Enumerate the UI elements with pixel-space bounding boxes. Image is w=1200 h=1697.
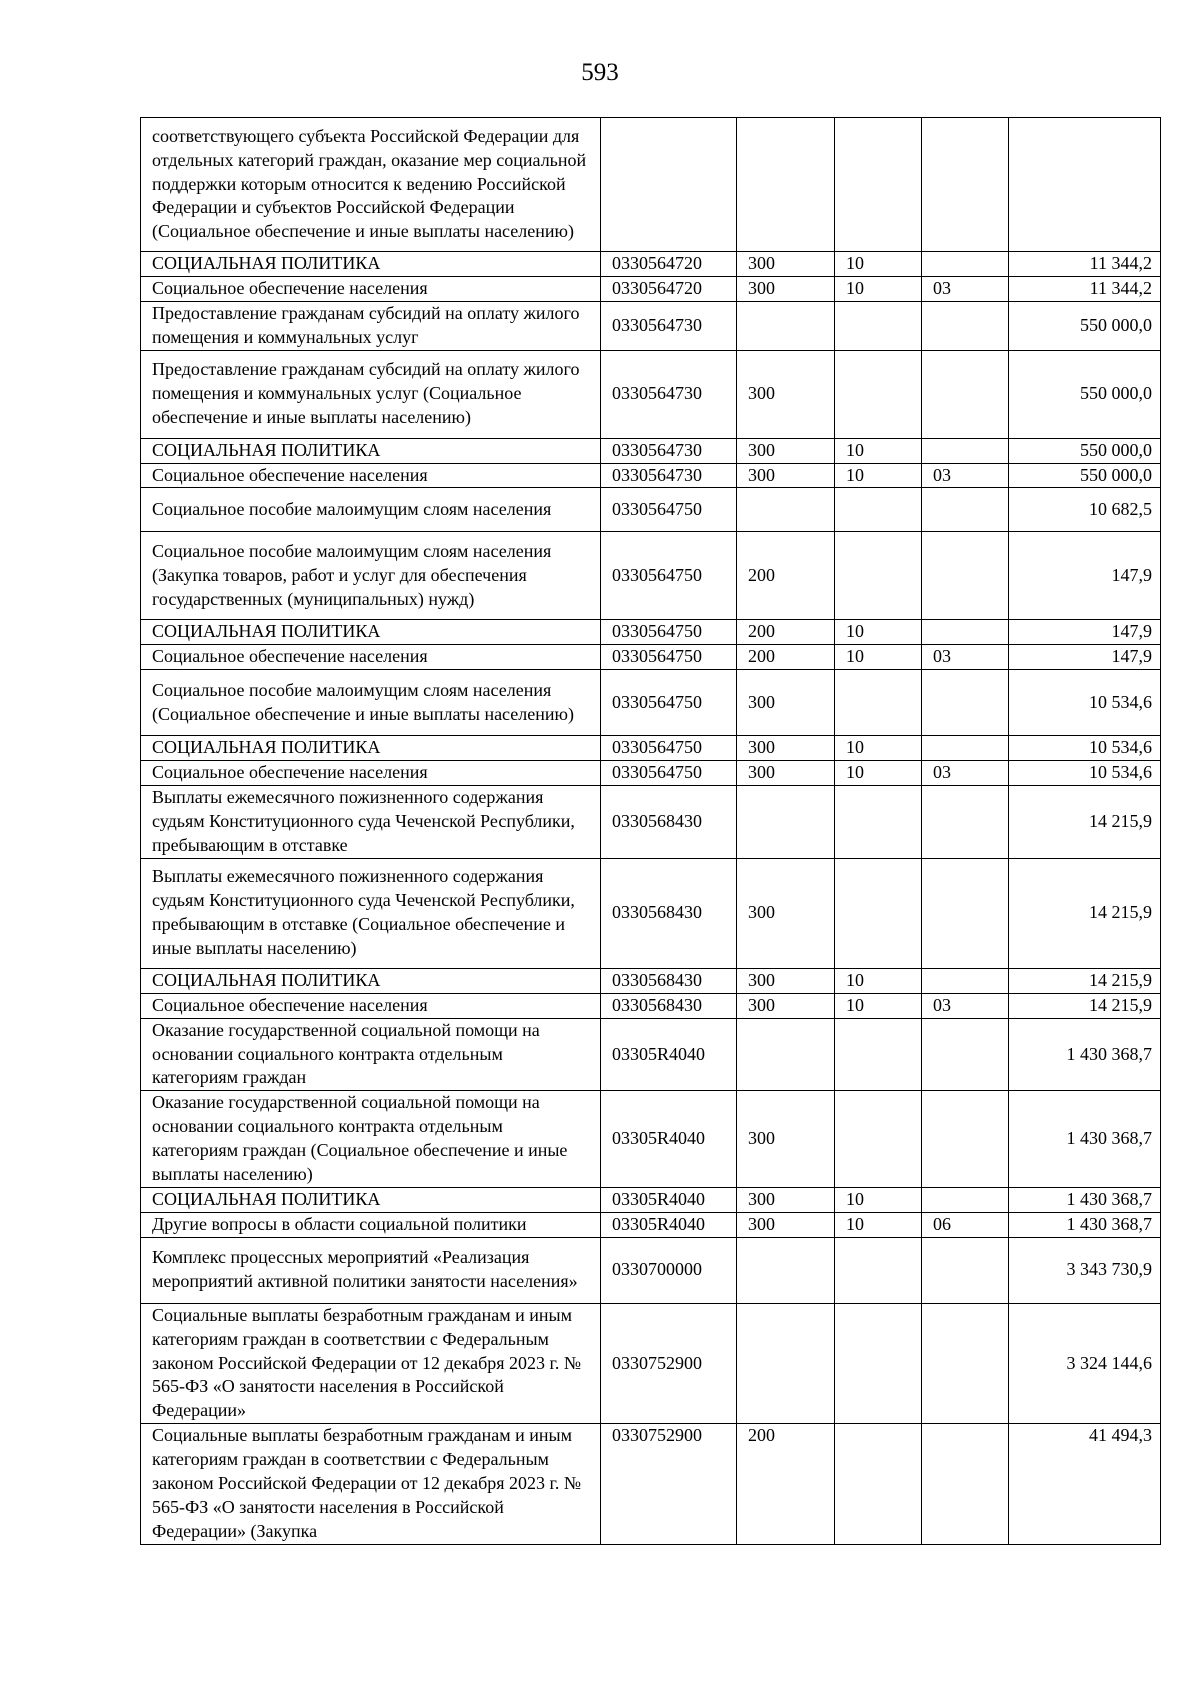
row-expense-type: 300 bbox=[737, 252, 835, 277]
row-name: соответствующего субъекта Российской Федерации для отдельных категорий граждан, оказание мер социальной поддержки которым относится к ведению Российской Федерации и субъектов Российской Федерации (Социальное обеспечение и иные выплаты населению) bbox=[141, 118, 601, 252]
row-target-code: 0330564720 bbox=[601, 276, 737, 301]
row-amount: 11 344,2 bbox=[1009, 276, 1161, 301]
row-amount: 550 000,0 bbox=[1009, 350, 1161, 438]
row-expense-type bbox=[737, 1018, 835, 1091]
row-section: 10 bbox=[835, 438, 922, 463]
row-name: Социальное пособие малоимущим слоям населения bbox=[141, 488, 601, 532]
row-amount: 14 215,9 bbox=[1009, 858, 1161, 968]
table-row bbox=[141, 786, 1161, 859]
row-name: Социальное обеспечение населения bbox=[141, 463, 601, 488]
row-name: СОЦИАЛЬНАЯ ПОЛИТИКА bbox=[141, 620, 601, 645]
row-section bbox=[835, 532, 922, 620]
row-section: 10 bbox=[835, 1187, 922, 1212]
row-name: СОЦИАЛЬНАЯ ПОЛИТИКА bbox=[141, 438, 601, 463]
row-section bbox=[835, 488, 922, 532]
row-section: 10 bbox=[835, 736, 922, 761]
row-target-code: 0330564750 bbox=[601, 532, 737, 620]
row-expense-type: 300 bbox=[737, 1091, 835, 1188]
row-target-code: 0330564750 bbox=[601, 761, 737, 786]
row-subsection: 06 bbox=[922, 1212, 1009, 1237]
row-section bbox=[835, 1424, 922, 1545]
row-subsection bbox=[922, 1424, 1009, 1545]
table-row bbox=[141, 993, 1161, 1018]
table-row bbox=[141, 670, 1161, 736]
row-expense-type: 200 bbox=[737, 620, 835, 645]
row-name: СОЦИАЛЬНАЯ ПОЛИТИКА bbox=[141, 252, 601, 277]
table-row bbox=[141, 968, 1161, 993]
row-name: Другие вопросы в области социальной политики bbox=[141, 1212, 601, 1237]
row-section: 10 bbox=[835, 1212, 922, 1237]
row-subsection bbox=[922, 1303, 1009, 1424]
row-subsection: 03 bbox=[922, 993, 1009, 1018]
row-subsection bbox=[922, 350, 1009, 438]
budget-table bbox=[140, 117, 1161, 1545]
row-section bbox=[835, 1018, 922, 1091]
table-row bbox=[141, 1187, 1161, 1212]
row-name: Социальное обеспечение населения bbox=[141, 276, 601, 301]
row-expense-type: 300 bbox=[737, 968, 835, 993]
row-name: Оказание государственной социальной помощи на основании социального контракта отдельным категориям граждан bbox=[141, 1018, 601, 1091]
row-name: СОЦИАЛЬНАЯ ПОЛИТИКА bbox=[141, 1187, 601, 1212]
row-name: Социальное пособие малоимущим слоям населения (Закупка товаров, работ и услуг для обеспечения государственных (муниципальных) нужд) bbox=[141, 532, 601, 620]
table-row bbox=[141, 301, 1161, 350]
row-target-code: 03305R4040 bbox=[601, 1091, 737, 1188]
row-subsection bbox=[922, 1018, 1009, 1091]
row-section bbox=[835, 301, 922, 350]
row-amount: 1 430 368,7 bbox=[1009, 1018, 1161, 1091]
row-subsection bbox=[922, 301, 1009, 350]
row-subsection: 03 bbox=[922, 761, 1009, 786]
row-subsection bbox=[922, 118, 1009, 252]
row-name: Социальное обеспечение населения bbox=[141, 761, 601, 786]
row-section: 10 bbox=[835, 620, 922, 645]
row-subsection bbox=[922, 1091, 1009, 1188]
row-expense-type bbox=[737, 118, 835, 252]
row-name: Предоставление гражданам субсидий на оплату жилого помещения и коммунальных услуг (Социальное обеспечение и иные выплаты населению) bbox=[141, 350, 601, 438]
row-target-code: 0330568430 bbox=[601, 858, 737, 968]
row-target-code: 0330564750 bbox=[601, 736, 737, 761]
table-row bbox=[141, 438, 1161, 463]
row-section bbox=[835, 118, 922, 252]
table-row bbox=[141, 276, 1161, 301]
row-target-code: 0330700000 bbox=[601, 1237, 737, 1303]
row-expense-type: 200 bbox=[737, 1424, 835, 1545]
row-section: 10 bbox=[835, 968, 922, 993]
row-target-code: 0330564730 bbox=[601, 438, 737, 463]
table-row bbox=[141, 645, 1161, 670]
row-target-code bbox=[601, 118, 737, 252]
row-expense-type bbox=[737, 1303, 835, 1424]
row-section: 10 bbox=[835, 276, 922, 301]
row-section: 10 bbox=[835, 993, 922, 1018]
row-target-code: 0330564720 bbox=[601, 252, 737, 277]
row-amount: 14 215,9 bbox=[1009, 786, 1161, 859]
row-subsection bbox=[922, 252, 1009, 277]
row-amount: 10 534,6 bbox=[1009, 761, 1161, 786]
row-amount: 1 430 368,7 bbox=[1009, 1212, 1161, 1237]
row-target-code: 0330564750 bbox=[601, 645, 737, 670]
row-name: СОЦИАЛЬНАЯ ПОЛИТИКА bbox=[141, 736, 601, 761]
row-amount: 14 215,9 bbox=[1009, 968, 1161, 993]
row-section bbox=[835, 350, 922, 438]
row-subsection: 03 bbox=[922, 276, 1009, 301]
row-subsection bbox=[922, 786, 1009, 859]
row-expense-type: 300 bbox=[737, 350, 835, 438]
row-expense-type: 300 bbox=[737, 276, 835, 301]
table-row bbox=[141, 1091, 1161, 1188]
table-row bbox=[141, 488, 1161, 532]
row-subsection bbox=[922, 670, 1009, 736]
row-name: Оказание государственной социальной помощи на основании социального контракта отдельным категориям граждан (Социальное обеспечение и иные выплаты населению) bbox=[141, 1091, 601, 1188]
row-target-code: 0330564730 bbox=[601, 301, 737, 350]
row-amount: 10 534,6 bbox=[1009, 670, 1161, 736]
row-amount: 3 324 144,6 bbox=[1009, 1303, 1161, 1424]
table-row bbox=[141, 350, 1161, 438]
row-section bbox=[835, 670, 922, 736]
row-name: Комплекс процессных мероприятий «Реализация мероприятий активной политики занятости населения» bbox=[141, 1237, 601, 1303]
row-expense-type: 300 bbox=[737, 1212, 835, 1237]
row-target-code: 0330564750 bbox=[601, 670, 737, 736]
row-name: Социальное пособие малоимущим слоям населения (Социальное обеспечение и иные выплаты населению) bbox=[141, 670, 601, 736]
row-target-code: 03305R4040 bbox=[601, 1187, 737, 1212]
row-subsection bbox=[922, 1237, 1009, 1303]
table-row bbox=[141, 1237, 1161, 1303]
row-amount: 11 344,2 bbox=[1009, 252, 1161, 277]
row-amount: 550 000,0 bbox=[1009, 301, 1161, 350]
row-amount: 147,9 bbox=[1009, 532, 1161, 620]
row-target-code: 0330752900 bbox=[601, 1303, 737, 1424]
row-subsection bbox=[922, 858, 1009, 968]
row-subsection bbox=[922, 532, 1009, 620]
row-subsection bbox=[922, 968, 1009, 993]
row-target-code: 0330752900 bbox=[601, 1424, 737, 1545]
row-expense-type: 300 bbox=[737, 858, 835, 968]
table-row bbox=[141, 736, 1161, 761]
row-target-code: 0330568430 bbox=[601, 993, 737, 1018]
table-row bbox=[141, 1018, 1161, 1091]
row-expense-type: 300 bbox=[737, 736, 835, 761]
row-target-code: 0330564730 bbox=[601, 463, 737, 488]
row-amount: 3 343 730,9 bbox=[1009, 1237, 1161, 1303]
row-target-code: 03305R4040 bbox=[601, 1018, 737, 1091]
row-target-code: 0330568430 bbox=[601, 968, 737, 993]
row-name: Социальное обеспечение населения bbox=[141, 993, 601, 1018]
row-amount: 147,9 bbox=[1009, 645, 1161, 670]
row-amount: 1 430 368,7 bbox=[1009, 1187, 1161, 1212]
row-amount: 14 215,9 bbox=[1009, 993, 1161, 1018]
table-row bbox=[141, 1212, 1161, 1237]
row-amount: 550 000,0 bbox=[1009, 438, 1161, 463]
row-expense-type bbox=[737, 786, 835, 859]
row-expense-type: 300 bbox=[737, 463, 835, 488]
table-row bbox=[141, 761, 1161, 786]
row-expense-type bbox=[737, 488, 835, 532]
row-section bbox=[835, 858, 922, 968]
row-subsection bbox=[922, 620, 1009, 645]
row-expense-type bbox=[737, 301, 835, 350]
row-subsection bbox=[922, 1187, 1009, 1212]
row-name: Социальное обеспечение населения bbox=[141, 645, 601, 670]
row-amount: 10 682,5 bbox=[1009, 488, 1161, 532]
row-subsection bbox=[922, 736, 1009, 761]
row-amount: 147,9 bbox=[1009, 620, 1161, 645]
row-target-code: 0330564730 bbox=[601, 350, 737, 438]
row-subsection bbox=[922, 438, 1009, 463]
table-row bbox=[141, 118, 1161, 252]
row-target-code: 0330564750 bbox=[601, 620, 737, 645]
row-section bbox=[835, 1237, 922, 1303]
table-row bbox=[141, 252, 1161, 277]
row-subsection: 03 bbox=[922, 463, 1009, 488]
row-name: Выплаты ежемесячного пожизненного содержания судьям Конституционного суда Чеченской Республики, пребывающим в отставке (Социальное обеспечение и иные выплаты населению) bbox=[141, 858, 601, 968]
row-name: Социальные выплаты безработным гражданам и иным категориям граждан в соответствии с Федеральным законом Российской Федерации от 12 декабря 2023 г. № 565-ФЗ «О занятости населения в Российской Федерации» bbox=[141, 1303, 601, 1424]
row-section: 10 bbox=[835, 761, 922, 786]
table-row bbox=[141, 620, 1161, 645]
row-section: 10 bbox=[835, 252, 922, 277]
row-amount: 1 430 368,7 bbox=[1009, 1091, 1161, 1188]
row-amount: 10 534,6 bbox=[1009, 736, 1161, 761]
table-row bbox=[141, 858, 1161, 968]
row-section bbox=[835, 1091, 922, 1188]
row-expense-type: 200 bbox=[737, 645, 835, 670]
row-section: 10 bbox=[835, 463, 922, 488]
row-subsection bbox=[922, 488, 1009, 532]
budget-table-body bbox=[141, 118, 1161, 1545]
row-section bbox=[835, 1303, 922, 1424]
table-row bbox=[141, 1424, 1161, 1545]
row-target-code: 0330568430 bbox=[601, 786, 737, 859]
row-amount: 550 000,0 bbox=[1009, 463, 1161, 488]
row-expense-type: 200 bbox=[737, 532, 835, 620]
row-expense-type bbox=[737, 1237, 835, 1303]
row-name: Выплаты ежемесячного пожизненного содержания судьям Конституционного суда Чеченской Республики, пребывающим в отставке bbox=[141, 786, 601, 859]
row-expense-type: 300 bbox=[737, 1187, 835, 1212]
row-name: Предоставление гражданам субсидий на оплату жилого помещения и коммунальных услуг bbox=[141, 301, 601, 350]
row-name: СОЦИАЛЬНАЯ ПОЛИТИКА bbox=[141, 968, 601, 993]
row-expense-type: 300 bbox=[737, 670, 835, 736]
row-expense-type: 300 bbox=[737, 761, 835, 786]
row-amount bbox=[1009, 118, 1161, 252]
table-row bbox=[141, 1303, 1161, 1424]
table-row bbox=[141, 463, 1161, 488]
row-target-code: 0330564750 bbox=[601, 488, 737, 532]
row-target-code: 03305R4040 bbox=[601, 1212, 737, 1237]
row-section bbox=[835, 786, 922, 859]
row-subsection: 03 bbox=[922, 645, 1009, 670]
row-expense-type: 300 bbox=[737, 438, 835, 463]
row-amount: 41 494,3 bbox=[1009, 1424, 1161, 1545]
row-name: Социальные выплаты безработным гражданам и иным категориям граждан в соответствии с Федеральным законом Российской Федерации от 12 декабря 2023 г. № 565-ФЗ «О занятости населения в Российской Федерации» (Закупка bbox=[141, 1424, 601, 1545]
table-row bbox=[141, 532, 1161, 620]
row-expense-type: 300 bbox=[737, 993, 835, 1018]
row-section: 10 bbox=[835, 645, 922, 670]
page-number: 593 bbox=[581, 59, 619, 86]
